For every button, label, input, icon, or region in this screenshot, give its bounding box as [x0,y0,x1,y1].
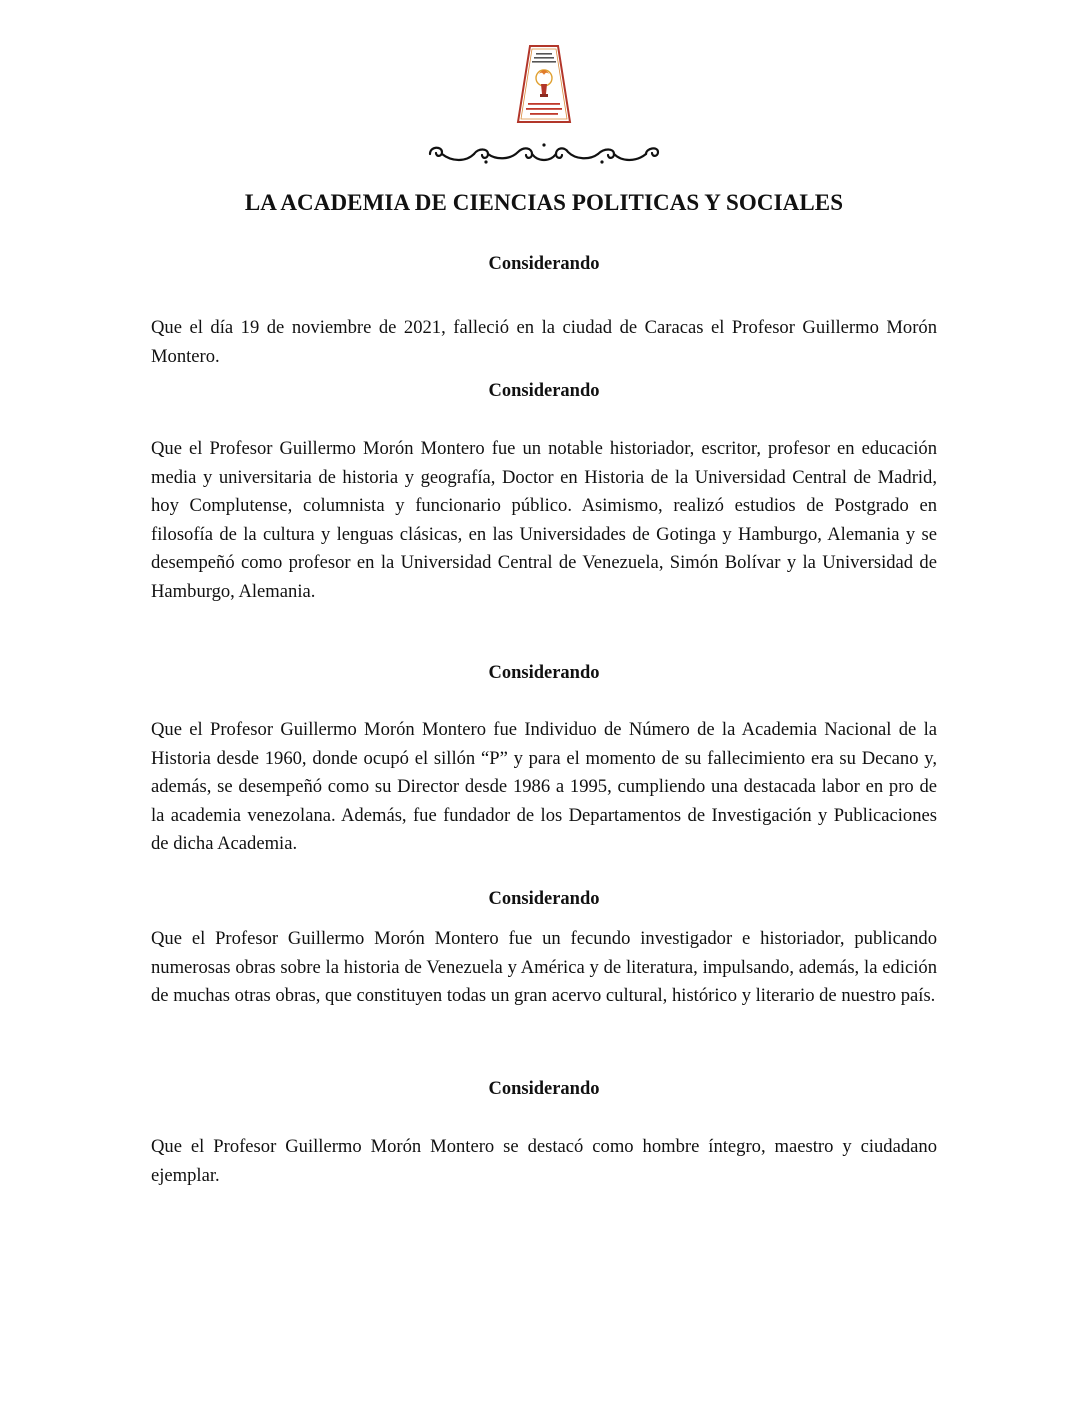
section-paragraph-3: Que el Profesor Guillermo Morón Montero fue Individuo de Número de la Academia Nacional de la Historia desde 1960, donde ocupó el sillón “P” y para el momento de su fallecimiento era su Decano y, además, se desempeñó como su Director desde 1986 a 1995, cumpliendo una destacada labor en pro de la academia venezolana. Además, fue fundador de los Departamentos de Investigación y Publicaciones de dicha Academia. [151,719,937,855]
flourish-divider-icon [426,138,662,170]
academy-seal-icon [516,44,572,124]
decorative-flourish [426,138,662,170]
section-heading-4: Considerando [488,889,600,909]
section-paragraph-5: Que el Profesor Guillermo Morón Montero se destacó como hombre íntegro, maestro y ciudadano ejemplar. [151,1136,937,1186]
section-paragraph-1: Que el día 19 de noviembre de 2021, falleció en la ciudad de Caracas el Profesor Guillermo Morón Montero. [151,317,937,367]
section-paragraph-4: Que el Profesor Guillermo Morón Montero fue un fecundo investigador e historiador, publicando numerosas obras sobre la historia de Venezuela y América y de literatura, impulsando, además, la edición de muchas otras obras, que constituyen todas un gran acervo cultural, histórico y literario de nuestro país. [151,928,937,1007]
document-title: LA ACADEMIA DE CIENCIAS POLITICAS Y SOCIALES [244,190,844,215]
section-heading-3: Considerando [488,663,600,683]
section-heading-1: Considerando [488,254,600,274]
section-paragraph-2: Que el Profesor Guillermo Morón Montero fue un notable historiador, escritor, profesor en educación media y universitaria de historia y geografía, Doctor en Historia de la Universidad Central de Madrid, hoy Complutense, columnista y funcionario público. Asimismo, realizó estudios de Postgrado en filosofía de la cultura y lenguas clásicas, en las Universidades de Gotinga y Hamburgo, Alemania y se desempeñó como profesor en la Universidad Central de Venezuela, Simón Bolívar y la Universidad de Hamburgo, Alemania. [151,438,937,602]
section-heading-2: Considerando [488,381,600,401]
academy-logo [516,44,572,124]
section-heading-5: Considerando [488,1079,600,1099]
